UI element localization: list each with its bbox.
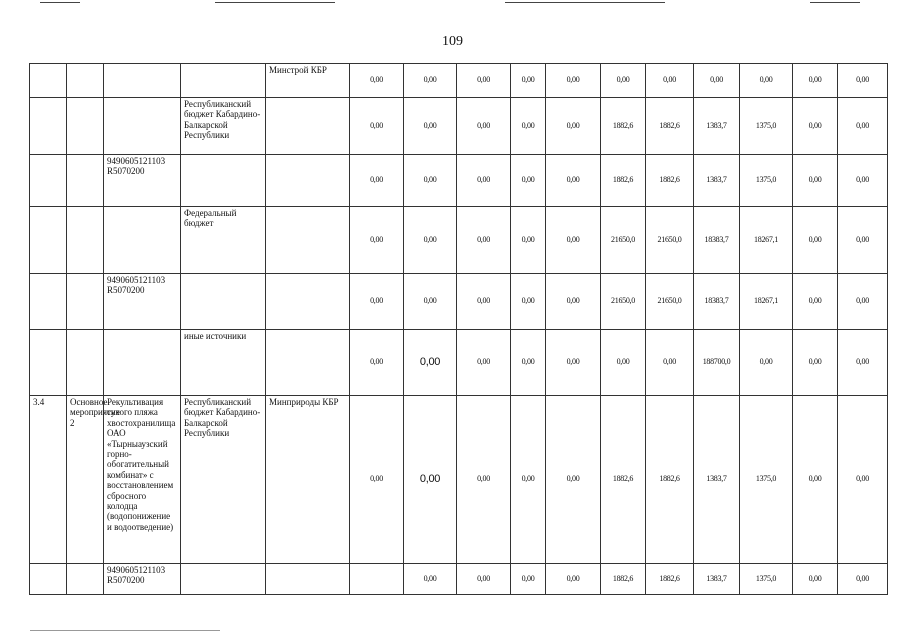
cell-value: 18383,7 bbox=[694, 274, 740, 330]
cell-value: 0,00 bbox=[546, 564, 601, 595]
cell-name: Рекультивация сухого пляжа хвостохранилища ОАО «Тырныаузский горно-обогатительный комбинат» с восстановлением сбросного колодца (водопонижение и водоотведение) bbox=[104, 396, 181, 564]
cell-num bbox=[30, 330, 67, 396]
cell-value: 1882,6 bbox=[646, 564, 694, 595]
cell-value: 0,00 bbox=[793, 564, 838, 595]
cell-value: 188700,0 bbox=[694, 330, 740, 396]
cell-value: 1375,0 bbox=[740, 396, 793, 564]
page-number: 109 bbox=[442, 34, 463, 49]
table-row bbox=[30, 207, 888, 274]
table-row bbox=[30, 155, 888, 207]
cell-value: 0,00 bbox=[350, 274, 404, 330]
cell-name: 9490605121103 R5070200 bbox=[104, 274, 181, 330]
cell-exec bbox=[266, 274, 350, 330]
cell-kind bbox=[67, 64, 104, 98]
cell-value: 0,00 bbox=[546, 155, 601, 207]
cell-value: 0,00 bbox=[546, 207, 601, 274]
cell-value: 0,00 bbox=[350, 207, 404, 274]
cell-value: 0,00 bbox=[350, 396, 404, 564]
cell-value: 0,00 bbox=[601, 64, 646, 98]
cell-value: 0,00 bbox=[350, 64, 404, 98]
cell-value: 0,00 bbox=[511, 274, 546, 330]
cell-value: 0,00 bbox=[404, 64, 457, 98]
cell-value: 1882,6 bbox=[646, 155, 694, 207]
cell-value: 1383,7 bbox=[694, 98, 740, 155]
cell-value: 0,00 bbox=[793, 98, 838, 155]
cell-value: 0,00 bbox=[546, 98, 601, 155]
cell-name: 9490605121103 R5070200 bbox=[104, 564, 181, 595]
cell-source bbox=[181, 274, 266, 330]
cell-value: 0,00 bbox=[838, 330, 888, 396]
cell-name: 9490605121103 R5070200 bbox=[104, 155, 181, 207]
cell-value: 1375,0 bbox=[740, 155, 793, 207]
table-row bbox=[30, 64, 888, 98]
table-row bbox=[30, 396, 888, 564]
cell-value: 0,00 bbox=[404, 564, 457, 595]
cell-value: 0,00 bbox=[511, 396, 546, 564]
cell-value: 0,00 bbox=[740, 330, 793, 396]
cell-value: 0,00 bbox=[793, 155, 838, 207]
table-row bbox=[30, 564, 888, 595]
cell-name bbox=[104, 98, 181, 155]
cell-value: 0,00 bbox=[457, 64, 511, 98]
cell-value: 0,00 bbox=[694, 64, 740, 98]
cell-value: 1882,6 bbox=[646, 396, 694, 564]
cell-source: Республиканский бюджет Кабардино-Балкарской Республики bbox=[181, 98, 266, 155]
cell-source bbox=[181, 64, 266, 98]
cell-source bbox=[181, 155, 266, 207]
cell-value: 0,00 bbox=[646, 64, 694, 98]
cell-exec bbox=[266, 564, 350, 595]
cell-value bbox=[350, 564, 404, 595]
cell-num: 3.4 bbox=[30, 396, 67, 564]
cell-source: Республиканский бюджет Кабардино-Балкарской Республики bbox=[181, 396, 266, 564]
cell-value: 18383,7 bbox=[694, 207, 740, 274]
cell-value: 1882,6 bbox=[601, 155, 646, 207]
cell-value: 0,00 bbox=[457, 396, 511, 564]
cell-value: 0,00 bbox=[793, 330, 838, 396]
cell-value: 21650,0 bbox=[646, 207, 694, 274]
cell-num bbox=[30, 98, 67, 155]
cell-value: 0,00 bbox=[646, 330, 694, 396]
cell-value: 0,00 bbox=[457, 564, 511, 595]
cell-value: 21650,0 bbox=[646, 274, 694, 330]
cell-kind bbox=[67, 274, 104, 330]
cell-source: иные источники bbox=[181, 330, 266, 396]
cell-kind bbox=[67, 155, 104, 207]
cell-value: 0,00 bbox=[457, 207, 511, 274]
cell-kind bbox=[67, 98, 104, 155]
cell-exec bbox=[266, 330, 350, 396]
header-scan-line bbox=[215, 2, 335, 3]
cell-value: 0,00 bbox=[404, 207, 457, 274]
cell-kind bbox=[67, 207, 104, 274]
cell-value: 0,00 bbox=[793, 274, 838, 330]
cell-value: 0,00 bbox=[404, 330, 457, 396]
cell-value: 0,00 bbox=[404, 274, 457, 330]
cell-value: 0,00 bbox=[546, 330, 601, 396]
cell-value: 1882,6 bbox=[601, 396, 646, 564]
cell-value: 0,00 bbox=[546, 396, 601, 564]
cell-name bbox=[104, 207, 181, 274]
cell-source bbox=[181, 564, 266, 595]
cell-value: 0,00 bbox=[511, 330, 546, 396]
cell-value: 1882,6 bbox=[601, 564, 646, 595]
cell-exec bbox=[266, 155, 350, 207]
cell-value: 1882,6 bbox=[646, 98, 694, 155]
cell-num bbox=[30, 207, 67, 274]
cell-value: 0,00 bbox=[511, 564, 546, 595]
cell-source: Федеральный бюджет bbox=[181, 207, 266, 274]
cell-kind bbox=[67, 564, 104, 595]
cell-value: 0,00 bbox=[404, 396, 457, 564]
cell-value: 0,00 bbox=[457, 98, 511, 155]
cell-kind bbox=[67, 330, 104, 396]
cell-value: 0,00 bbox=[838, 64, 888, 98]
cell-value: 0,00 bbox=[793, 396, 838, 564]
table-row bbox=[30, 330, 888, 396]
table-row bbox=[30, 98, 888, 155]
cell-value: 0,00 bbox=[350, 330, 404, 396]
cell-num bbox=[30, 564, 67, 595]
cell-exec bbox=[266, 98, 350, 155]
cell-value: 18267,1 bbox=[740, 207, 793, 274]
cell-value: 0,00 bbox=[546, 274, 601, 330]
cell-value: 21650,0 bbox=[601, 207, 646, 274]
cell-value: 0,00 bbox=[511, 207, 546, 274]
cell-name bbox=[104, 64, 181, 98]
cell-num bbox=[30, 64, 67, 98]
cell-value: 21650,0 bbox=[601, 274, 646, 330]
cell-value: 0,00 bbox=[457, 330, 511, 396]
table-row bbox=[30, 274, 888, 330]
cell-value: 0,00 bbox=[546, 64, 601, 98]
cell-value: 0,00 bbox=[350, 98, 404, 155]
cell-value: 0,00 bbox=[404, 155, 457, 207]
cell-value: 0,00 bbox=[838, 98, 888, 155]
cell-value: 1882,6 bbox=[601, 98, 646, 155]
cell-value: 0,00 bbox=[601, 330, 646, 396]
cell-value: 0,00 bbox=[793, 64, 838, 98]
cell-value: 0,00 bbox=[457, 274, 511, 330]
cell-value: 0,00 bbox=[838, 207, 888, 274]
footer-scan-line bbox=[30, 630, 220, 631]
header-scan-line bbox=[810, 2, 860, 3]
cell-value: 1383,7 bbox=[694, 564, 740, 595]
cell-value: 0,00 bbox=[740, 64, 793, 98]
cell-value: 0,00 bbox=[511, 155, 546, 207]
cell-exec: Минстрой КБР bbox=[266, 64, 350, 98]
header-scan-line bbox=[40, 2, 80, 3]
budget-table bbox=[29, 63, 888, 595]
cell-value: 0,00 bbox=[457, 155, 511, 207]
cell-value: 1375,0 bbox=[740, 98, 793, 155]
cell-value: 0,00 bbox=[838, 564, 888, 595]
cell-value: 0,00 bbox=[511, 98, 546, 155]
header-scan-line bbox=[505, 2, 665, 3]
cell-value: 0,00 bbox=[793, 207, 838, 274]
cell-value: 0,00 bbox=[511, 64, 546, 98]
cell-exec bbox=[266, 207, 350, 274]
cell-value: 0,00 bbox=[838, 155, 888, 207]
cell-value: 0,00 bbox=[838, 396, 888, 564]
cell-value: 1383,7 bbox=[694, 155, 740, 207]
cell-value: 0,00 bbox=[350, 155, 404, 207]
cell-num bbox=[30, 155, 67, 207]
cell-exec: Минприроды КБР bbox=[266, 396, 350, 564]
cell-value: 18267,1 bbox=[740, 274, 793, 330]
cell-value: 0,00 bbox=[404, 98, 457, 155]
cell-num bbox=[30, 274, 67, 330]
cell-name bbox=[104, 330, 181, 396]
cell-value: 0,00 bbox=[838, 274, 888, 330]
cell-value: 1375,0 bbox=[740, 564, 793, 595]
cell-value: 1383,7 bbox=[694, 396, 740, 564]
cell-kind: Основное мероприятие 2 bbox=[67, 396, 104, 564]
